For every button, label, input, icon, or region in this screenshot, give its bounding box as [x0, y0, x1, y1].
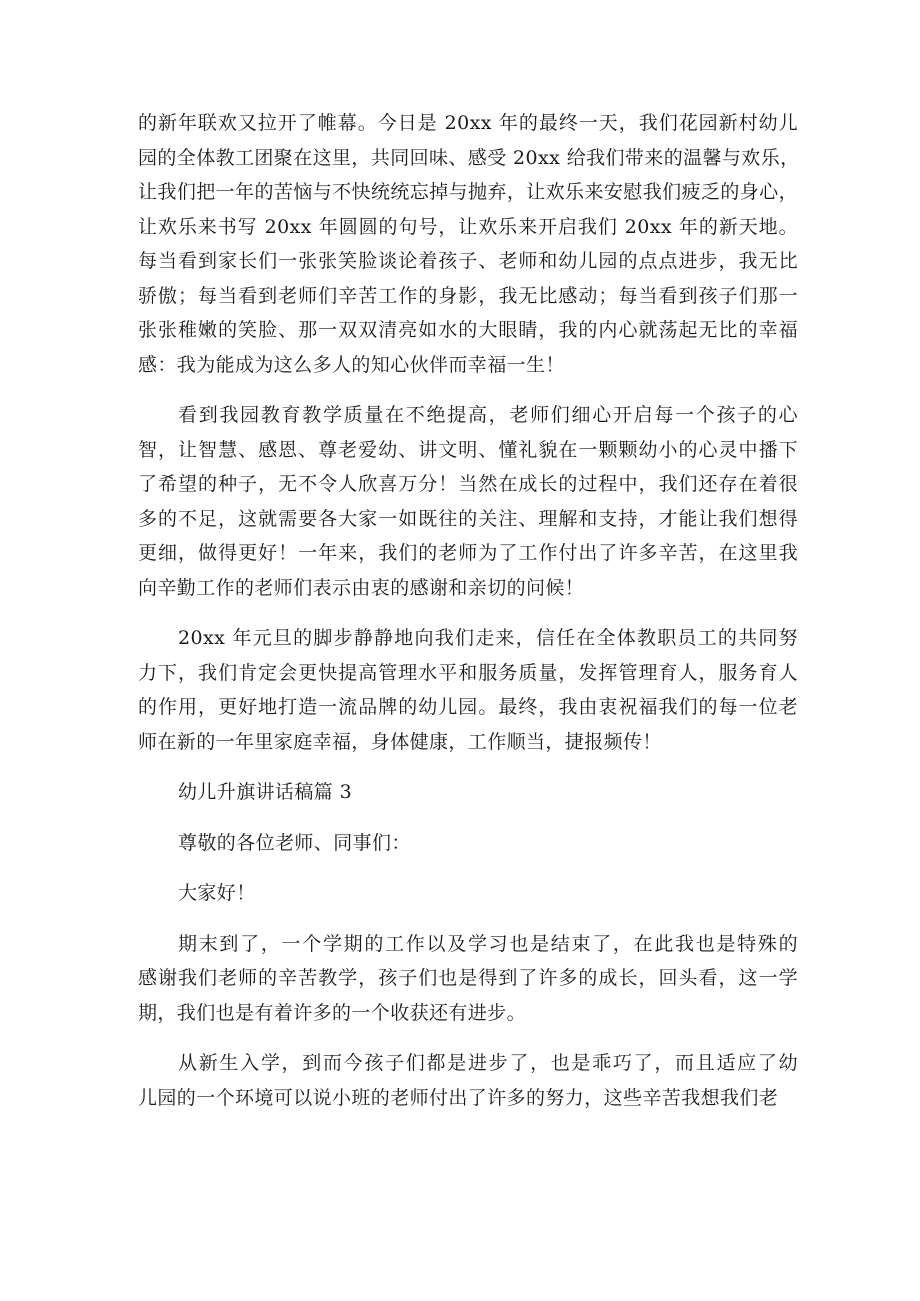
text-line: 儿园的一个环境可以说小班的老师付出了许多的努力，这些辛苦我想我们老: [138, 1086, 779, 1109]
text-line: 多的不足，这就需要各大家一如既往的关注、理解和支持，才能让我们想得: [138, 507, 798, 530]
paragraph: [138, 876, 798, 911]
text-line: 张张稚嫩的笑脸、那一双双清亮如水的大眼睛，我的内心就荡起无比的幸福: [138, 319, 798, 341]
text-line: 感：我为能成为这么多人的知心伙伴而幸福一生！: [138, 353, 565, 376]
text-line: 感谢我们老师的辛苦教学，孩子们也是得到了许多的成长，回头看，这一学: [138, 967, 798, 989]
text-line: 更细，做得更好！一年来，我们的老师为了工作付出了许多辛苦，在这里我: [138, 542, 798, 564]
paragraph: [138, 1046, 798, 1115]
paragraph: [138, 398, 798, 605]
text-line: 让我们把一年的苦恼与不快统统忘掉与抛弃，让欢乐来安慰我们疲乏的身心，: [138, 181, 798, 203]
text-line: 20xx 年元旦的脚步静静地向我们走来，信任在全体教职员工的共同努: [178, 627, 798, 649]
text-line: 智，让智慧、感恩、尊老爱幼、讲文明、懂礼貌在一颗颗幼小的心灵中播下: [138, 438, 798, 461]
text-line: 看到我园教育教学质量在不绝提高，老师们细心开启每一个孩子的心: [178, 404, 798, 426]
text-line: 园的全体教工团聚在这里，共同回味、感受 20xx 给我们带来的温馨与欢乐，: [138, 146, 800, 169]
text-line: 大家好！: [178, 882, 256, 904]
text-line: 力下，我们肯定会更快提高管理水平和服务质量，发挥管理育人，服务育人: [138, 661, 798, 684]
document-body: [138, 106, 798, 1131]
text-line: 师在新的一年里家庭幸福，身体健康，工作顺当，捷报频传！: [138, 730, 662, 753]
text-line: 尊敬的各位老师、同事们：: [178, 831, 411, 854]
text-line: 的作用，更好地打造一流品牌的幼儿园。最终，我由衷祝福我们的每一位老: [138, 696, 798, 718]
text-line: 让欢乐来书写 20xx 年圆圆的句号，让欢乐来开启我们 20xx 年的新天地。: [138, 215, 798, 238]
text-line: 向辛勤工作的老师们表示由衷的感谢和亲切的问候！: [138, 576, 585, 599]
paragraph: [138, 927, 798, 1031]
text-line: 每当看到家长们一张张笑脸谈论着孩子、老师和幼儿园的点点进步，我无比: [138, 250, 798, 272]
paragraph: [138, 775, 798, 810]
text-line: 了希望的种子，无不令人欣喜万分！当然在成长的过程中，我们还存在着很: [138, 473, 798, 495]
text-line: 骄傲；每当看到老师们辛苦工作的身影，我无比感动；每当看到孩子们那一: [138, 284, 798, 307]
paragraph: [138, 826, 798, 861]
paragraph: [138, 621, 798, 759]
text-line: 从新生入学，到而今孩子们都是进步了，也是乖巧了，而且适应了幼: [178, 1052, 798, 1074]
text-line: 期末到了，一个学期的工作以及学习也是结束了，在此我也是特殊的: [178, 932, 798, 955]
text-line: 的新年联欢又拉开了帷幕。今日是 20xx 年的最终一天，我们花园新村幼儿: [138, 112, 798, 134]
paragraph: [138, 106, 798, 382]
text-line: 幼儿升旗讲话稿篇 3: [178, 781, 353, 803]
text-line: 期，我们也是有着许多的一个收获还有进步。: [138, 1001, 527, 1024]
